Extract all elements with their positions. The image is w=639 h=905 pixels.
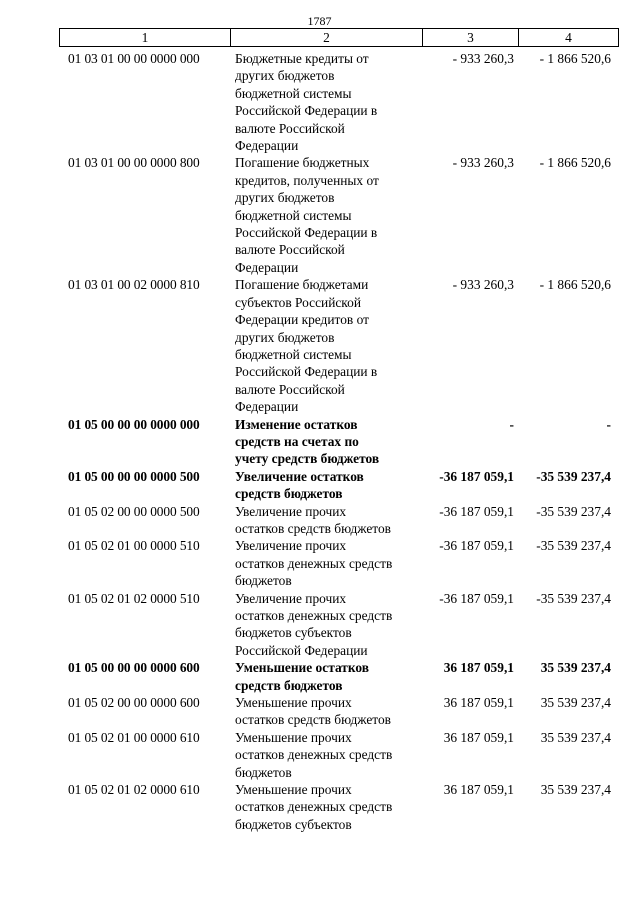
row-code: 01 05 00 00 00 0000 500 bbox=[68, 468, 200, 484]
row-value-col3: 36 187 059,1 bbox=[443, 782, 514, 798]
header-col-4: 4 bbox=[565, 30, 572, 45]
row-name: Увеличение прочих остатков денежных средств бюджетов субъектов Российской Федерации bbox=[235, 590, 393, 658]
row-value-col4: 35 539 237,4 bbox=[540, 782, 611, 798]
row-value-col4: - bbox=[606, 416, 611, 432]
row-value-col4: 35 539 237,4 bbox=[540, 695, 611, 711]
row-name: Уменьшение прочих остатков денежных средств бюджетов субъектов bbox=[235, 782, 393, 832]
row-value-col3: 36 187 059,1 bbox=[443, 695, 514, 711]
row-name: Погашение бюджетами субъектов Российской Федерации кредитов от других бюджетов бюджетной системы Российской Федерации в валюте Российской Федерации bbox=[235, 277, 378, 415]
row-value-col3: -36 187 059,1 bbox=[439, 503, 514, 519]
row-value-col3: -36 187 059,1 bbox=[439, 590, 514, 606]
table-row bbox=[59, 50, 619, 154]
row-value-col4: - 1 866 520,6 bbox=[539, 155, 611, 171]
row-name: Уменьшение остатков средств бюджетов bbox=[235, 660, 369, 693]
header-col-1: 1 bbox=[60, 29, 231, 46]
row-value-col4: -35 539 237,4 bbox=[536, 590, 611, 606]
row-value-col4: -35 539 237,4 bbox=[536, 538, 611, 554]
row-value-col3: - 933 260,3 bbox=[452, 155, 514, 171]
row-code: 01 05 02 00 00 0000 600 bbox=[68, 695, 200, 711]
row-name: Увеличение прочих остатков денежных средств бюджетов bbox=[235, 538, 393, 589]
page-number: 1787 bbox=[307, 14, 332, 28]
row-value-col4: - 1 866 520,6 bbox=[539, 51, 611, 66]
row-value-col3: - 933 260,3 bbox=[452, 51, 514, 66]
table-row bbox=[59, 659, 619, 694]
row-value-col4: 35 539 237,4 bbox=[540, 660, 611, 676]
table-row bbox=[59, 781, 619, 833]
row-name: Уменьшение прочих остатков средств бюджетов bbox=[235, 695, 391, 728]
table-row bbox=[59, 416, 619, 468]
table-row bbox=[59, 694, 619, 729]
row-value-col3: -36 187 059,1 bbox=[439, 538, 514, 554]
row-code: 01 05 02 00 00 0000 500 bbox=[68, 503, 200, 519]
row-code: 01 05 02 01 02 0000 610 bbox=[68, 782, 200, 798]
row-code: 01 05 00 00 00 0000 000 bbox=[68, 416, 200, 432]
row-name: Изменение остатков средств на счетах по учету средств бюджетов bbox=[235, 416, 380, 467]
row-code: 01 05 00 00 00 0000 600 bbox=[68, 660, 200, 676]
table-row bbox=[59, 468, 619, 503]
row-value-col4: -35 539 237,4 bbox=[536, 503, 611, 519]
row-name: Бюджетные кредиты от других бюджетов бюджетной системы Российской Федерации в валюте Российской Федерации bbox=[235, 51, 378, 154]
header-col-2: 2 bbox=[231, 29, 423, 46]
row-name: Уменьшение прочих остатков денежных средств бюджетов bbox=[235, 729, 393, 780]
table-row bbox=[59, 537, 619, 589]
table-row bbox=[59, 590, 619, 660]
row-value-col3: 36 187 059,1 bbox=[443, 729, 514, 745]
row-name: Увеличение остатков средств бюджетов bbox=[235, 468, 364, 502]
row-value-col4: 35 539 237,4 bbox=[540, 729, 611, 745]
table-row bbox=[59, 729, 619, 781]
row-code: 01 05 02 01 02 0000 510 bbox=[68, 590, 200, 606]
row-value-col3: - bbox=[509, 416, 514, 432]
row-value-col4: -35 539 237,4 bbox=[536, 468, 611, 484]
row-name: Погашение бюджетных кредитов, полученных от других бюджетов бюджетной системы Российской Федерации в валюте Российской Федерации bbox=[235, 155, 379, 275]
table-row bbox=[59, 503, 619, 538]
row-value-col3: -36 187 059,1 bbox=[439, 468, 514, 484]
table-row bbox=[59, 154, 619, 276]
row-value-col3: 36 187 059,1 bbox=[443, 660, 514, 676]
row-code: 01 03 01 00 00 0000 800 bbox=[68, 155, 200, 171]
row-value-col4: - 1 866 520,6 bbox=[539, 277, 611, 293]
table-row bbox=[59, 276, 619, 415]
row-code: 01 03 01 00 00 0000 000 bbox=[68, 51, 200, 66]
row-code: 01 03 01 00 02 0000 810 bbox=[68, 277, 200, 293]
row-code: 01 05 02 01 00 0000 610 bbox=[68, 729, 200, 745]
row-name: Увеличение прочих остатков средств бюджетов bbox=[235, 503, 391, 536]
row-value-col3: - 933 260,3 bbox=[452, 277, 514, 293]
row-code: 01 05 02 01 00 0000 510 bbox=[68, 538, 200, 554]
table-header bbox=[59, 28, 619, 47]
table-body bbox=[59, 50, 619, 833]
header-col-3: 3 bbox=[423, 29, 519, 46]
